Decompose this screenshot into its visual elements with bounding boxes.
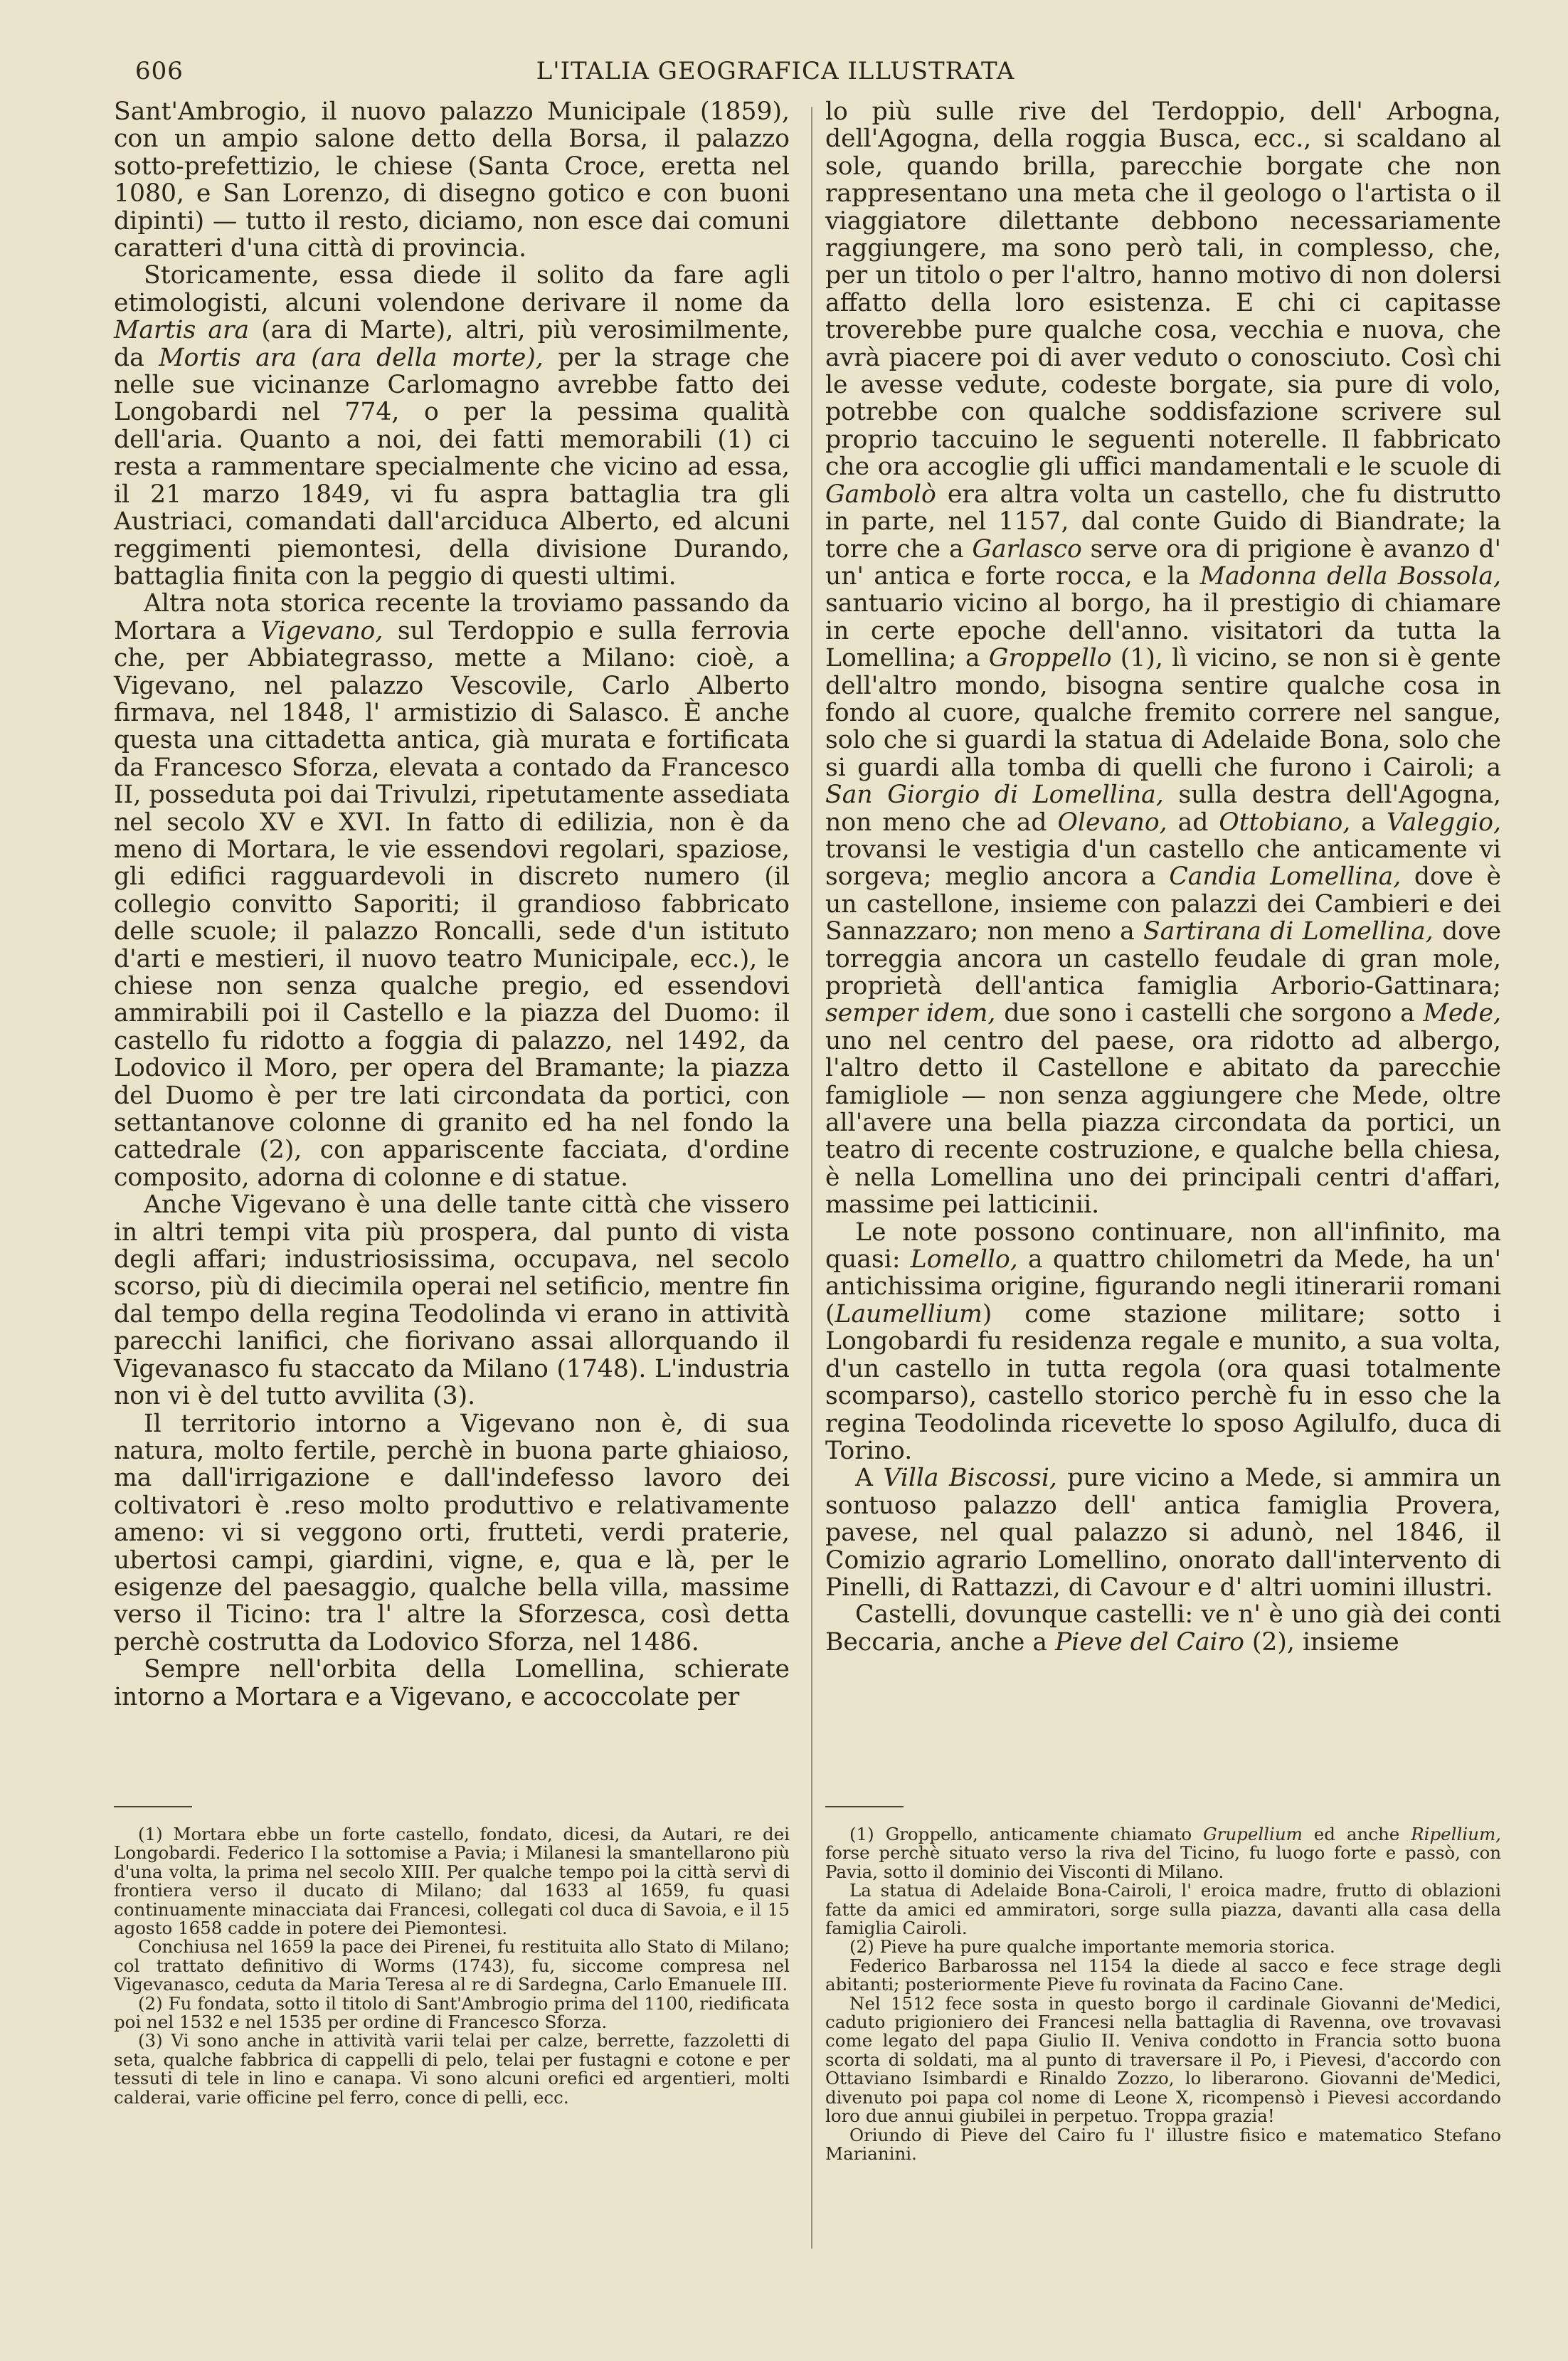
footnotes-right <box>825 1825 1501 2163</box>
latin-name: Grupellium <box>1203 1824 1303 1844</box>
left-column <box>114 98 790 1711</box>
footnote: Oriundo di Pieve del Cairo fu l' illustre fisico e matematico Stefano Marianini. <box>825 2124 1501 2164</box>
paragraph: Castelli, dovunque castelli: ve n' è uno già dei conti Beccaria, anche a Pieve del Cairo (2), insieme <box>825 1600 1501 1657</box>
footnote: Nel 1512 fece sosta in questo borgo il cardinale Giovanni de'Medici, caduto prigioniero dei Francesi nella battaglia di Ravenna, ove trovavasi come legato del papa Giulio II. Veniva condotto in Francia sotto buona scorta di soldati, ma al punto di traversare il Po, i Pievesi, d'accordo con Ottaviano Isimbardi e Rinaldo Zozzo, lo liberarono. Giovanni de'Medici, divenuto poi papa col nome di Leone X, ricompensò i Pievesi accordando loro due annui giubilei in perpetuo. Troppa grazia! <box>825 1992 1501 2127</box>
footnote: (1) Mortara ebbe un forte castello, fondato, dicesi, da Autari, re dei Longobardi. Federico I la sottomise a Pavia; i Milanesi la smantellarono più d'una volta, la prima nel secolo XIII. Per qualche tempo poi la città servì di frontiera verso il ducato di Milano; dal 1633 al 1659, fu quasi continuamente minacciata dai Francesi, collegati col duca di Savoia, e il 15 agosto 1658 cadde in potere dei Piemontesi. <box>114 1824 790 1939</box>
running-header <box>135 50 1416 93</box>
paragraph: Sempre nell'orbita della Lomellina, schierate intorno a Mortara e a Vigevano, e accoccolate per <box>114 1655 790 1711</box>
footnote: (2) Pieve ha pure qualche importante memoria storica. <box>849 1936 1335 1958</box>
footnote: (1) Groppello, anticamente chiamato Grupellium ed anche Ripellium, forse perchè situato verso la riva del Ticino, fu luogo forte e passò, con Pavia, sotto il dominio dei Visconti di Milano. <box>825 1824 1501 1882</box>
place-name: Garlasco <box>972 534 1082 564</box>
place-name: Candia Lomellina, <box>1169 862 1402 892</box>
paragraph: lo più sulle rive del Terdoppio, dell' Arbogna, dell'Agogna, della roggia Busca, ecc., si scaldano al sole, quando brilla, parecchie borgate che non rappresentano una meta che il geologo o l'artista o il viaggiatore dilettante debbono necessariamente raggiungere, ma sono però tali, in complesso, che, per un titolo o per l'altro, hanno motivo di non dolersi affatto della loro esistenza. E chi ci capitasse troverebbe pure qualche cosa, vecchia e nuova, che avrà piacere poi di aver veduto o conosciuto. Così chi le avesse vedute, codeste borgate, sia pure di volo, potrebbe con qualche soddisfazione scrivere sul proprio taccuino le seguenti noterelle. Il fabbricato che ora accoglie gli uffici mandamentali e le scuole di Gambolò era altra volta un castello, che fu distrutto in parte, nel 1157, dal conte Guido di Biandrate; la torre che a Garlasco serve ora di prigione è avanzo d' un' antica e forte rocca, e la Madonna della Bossola, santuario vicino al borgo, ha il prestigio di chiamare in certe epoche dell'anno. visitatori da tutta la Lomellina; a Groppello (1), lì vicino, se non si è gente dell'altro mondo, bisogna sentire qualche cosa in fondo al cuore, qualche fremito correre nel sangue, solo che si guardi la statua di Adelaide Bona, solo che si guardi alla tomba di quelli che furono i Cairoli; a San Giorgio di Lomellina, sulla destra dell'Agogna, non meno che ad Olevano, ad Ottobiano, a Valeggio, trovansi le vestigia d'un castello che anticamente vi sorgeva; meglio ancora a Candia Lomellina, dove è un castellone, insieme con palazzi dei Cambieri e dei Sannazzaro; non meno a Sartirana di Lomellina, dove torreggia ancora un castello feudale di gran mole, proprietà dell'antica famiglia Arborio-Gattinara; semper idem, due sono i castelli che sorgono a Mede, uno nel centro del paese, ora ridotto ad albergo, l'altro detto il Castellone e abitato da parecchie famigliole — non senza aggiungere che Mede, oltre all'avere una bella piazza circondata da portici, un teatro di recente costruzione, e qualche bella chiesa, è nella Lomellina uno dei principali centri d'affari, massime pei latticinii. <box>825 97 1502 1220</box>
place-name: Vigevano, <box>260 616 383 645</box>
paragraph: A Villa Biscossi, pure vicino a Mede, si ammira un sontuoso palazzo dell' antica famiglia Provera, pavese, nel qual palazzo si adunò, nel 1846, il Comizio agrario Lomellino, onorato dall'intervento di Pinelli, di Rattazzi, di Cavour e d' altri uomini illustri. <box>825 1464 1501 1602</box>
running-title: L'ITALIA GEOGRAFICA ILLUSTRATA <box>536 57 1015 85</box>
column-divider <box>811 107 812 2249</box>
place-name: Groppello <box>988 644 1112 673</box>
latin-name: Ripellium, <box>1411 1824 1501 1844</box>
paragraph: Le note possono continuare, non all'infinito, ma quasi: Lomello, a quattro chilometri da Mede, ha un' antichissima origine, figurando negli itinerarii romani (Laumellium) come stazione militare; sotto i Longobardi fu residenza regale e munito, a sua volta, d'un castello in tutta regola (ora quasi totalmente scomparso), castello storico perchè fu in esso che la regina Teodolinda ricevette lo sposo Agilulfo, duca di Torino. <box>825 1218 1501 1465</box>
paragraph: Il territorio intorno a Vigevano non è, di sua natura, molto fertile, perchè in buona parte ghiaioso, ma dall'irrigazione e dall'indefesso lavoro dei coltivatori è .reso molto produttivo e relativamente ameno: vi si veggono orti, frutteti, verdi praterie, ubertosi campi, giardini, vigne, e, qua e là, per le esigenze del paesaggio, qualche bella villa, massime verso il Ticino: tra l' altre la Sforzesca, così detta perchè costrutta da Lodovico Sforza, nel 1486. <box>114 1409 790 1657</box>
place-name: Laumellium <box>835 1299 982 1329</box>
footnotes-left <box>114 1825 790 2107</box>
paragraph: Sant'Ambrogio, il nuovo palazzo Municipale (1859), con un ampio salone detto della Borsa, il palazzo sotto-prefettizio, le chiese (Santa Croce, eretta nel 1080, e San Lorenzo, di disegno gotico e con buoni dipinti) — tutto il resto, diciamo, non esce dai comuni caratteri d'una città di provincia. <box>114 97 790 263</box>
footnote: Conchiusa nel 1659 la pace dei Pirenei, fu restituita allo Stato di Milano; col trattato definitivo di Worms (1743), fu, siccome compresa nel Vigevanasco, ceduta da Maria Teresa al re di Sardegna, Carlo Emanuele III. <box>114 1936 790 1995</box>
place-name: Lomello, <box>910 1245 1018 1274</box>
paragraph: Anche Vigevano è una delle tante città che vissero in altri tempi vita più prospera, dal punto di vista degli affari; industriosissima, occupava, nel secolo scorso, più di diecimila operai nel setificio, mentre fin dal tempo della regina Teodolinda vi erano in attività parecchi lanifici, che fiorivano assai allorquando il Vigevanasco fu staccato da Milano (1748). L'industria non vi è del tutto avvilita (3). <box>114 1190 790 1411</box>
paragraph: Storicamente, essa diede il solito da fare agli etimologisti, alcuni volendone derivare il nome da Martis ara (ara di Marte), altri, più verosimilmente, da Mortis ara (ara della morte), per la strage che nelle sue vicinanze Carlomagno avrebbe fatto dei Longobardi nel 774, o per la pessima qualità dell'aria. Quanto a noi, dei fatti memorabili (1) ci resta a rammentare specialmente che vicino ad essa, il 21 marzo 1849, vi fu aspra battaglia tra gli Austriaci, comandati dall'arciduca Alberto, ed alcuni reggimenti piemontesi, della divisione Durando, battaglia finita con la peggio di questi ultimi. <box>114 261 790 591</box>
place-name: Madonna della Bossola, <box>1199 561 1501 591</box>
place-name: Mortis ara (ara della morte), <box>159 343 544 372</box>
place-name: Villa Biscossi, <box>883 1464 1057 1493</box>
place-name: Valeggio, <box>1386 808 1501 837</box>
right-column <box>825 98 1501 1656</box>
paragraph: Altra nota storica recente la troviamo passando da Mortara a Vigevano, sul Terdoppio e sulla ferrovia che, per Abbiategrasso, mette a Milano: cioè, a Vigevano, nel palazzo Vescovile, Carlo Alberto firmava, nel 1848, l' armistizio di Salasco. È anche questa una cittadetta antica, già murata e fortificata da Francesco Sforza, elevata a contado da Francesco II, posseduta poi dai Trivulzi, ripetutamente assediata nel secolo XV e XVI. In fatto di edilizia, non è da meno di Mortara, le vie essendovi regolari, spaziose, gli edifici ragguardevoli in discreto numero (il collegio convitto Saporiti; il grandioso fabbricato delle scuole; il palazzo Roncalli, sede d'un istituto d'arti e mestieri, il nuovo teatro Municipale, ecc.), le chiese non senza qualche pregio, ed essendovi ammirabili poi il Castello e la piazza del Duomo: il castello fu ridotto a foggia di palazzo, nel 1492, da Lodovico il Moro, per opera del Bramante; la piazza del Duomo è per tre lati circondata da portici, con settantanove colonne di granito ed ha nel fondo la cattedrale (2), con appariscente facciata, d'ordine composito, adorna di colonne e di statue. <box>114 589 790 1192</box>
place-name: Gambolò <box>825 480 936 509</box>
place-name: Ottobiano, <box>1219 808 1351 837</box>
place-name: Sartirana di Lomellina, <box>1143 917 1434 946</box>
footnote: (3) Vi sono anche in attività varii telai per calze, berrette, fazzoletti di seta, qualche fabbrica di cappelli di pelo, telai per fustagni e cotone e per tessuti di tele in lino e canapa. Vi sono alcuni orefici ed argentieri, molti calderai, varie officine pel ferro, conce di pelli, ecc. <box>114 2030 790 2108</box>
place-name: Martis ara <box>114 316 250 345</box>
place-name: Olevano, <box>1057 808 1167 837</box>
place-name: San Giorgio di Lomellina, <box>825 781 1164 810</box>
footnote-rule <box>825 1806 904 1807</box>
place-name: Mede, <box>1423 999 1501 1028</box>
footnote: (2) Fu fondata, sotto il titolo di Sant'Ambrogio prima del 1100, riedificata poi nel 1532 e nel 1535 per ordine di Francesco Sforza. <box>114 1992 790 2033</box>
footnote: Federico Barbarossa nel 1154 la diede al sacco e fece strage degli abitanti; posteriormente Pieve fu rovinata da Facino Cane. <box>825 1955 1501 1995</box>
footnote-rule <box>114 1806 192 1807</box>
page-number: 606 <box>135 57 184 85</box>
footnote: La statua di Adelaide Bona-Cairoli, l' eroica madre, frutto di oblazioni fatte da amici ed ammiratori, sorge sulla piazza, davanti alla casa della famiglia Cairoli. <box>825 1880 1501 1939</box>
place-name: Pieve del Cairo <box>1055 1627 1244 1657</box>
latin-phrase: semper idem, <box>825 999 996 1028</box>
